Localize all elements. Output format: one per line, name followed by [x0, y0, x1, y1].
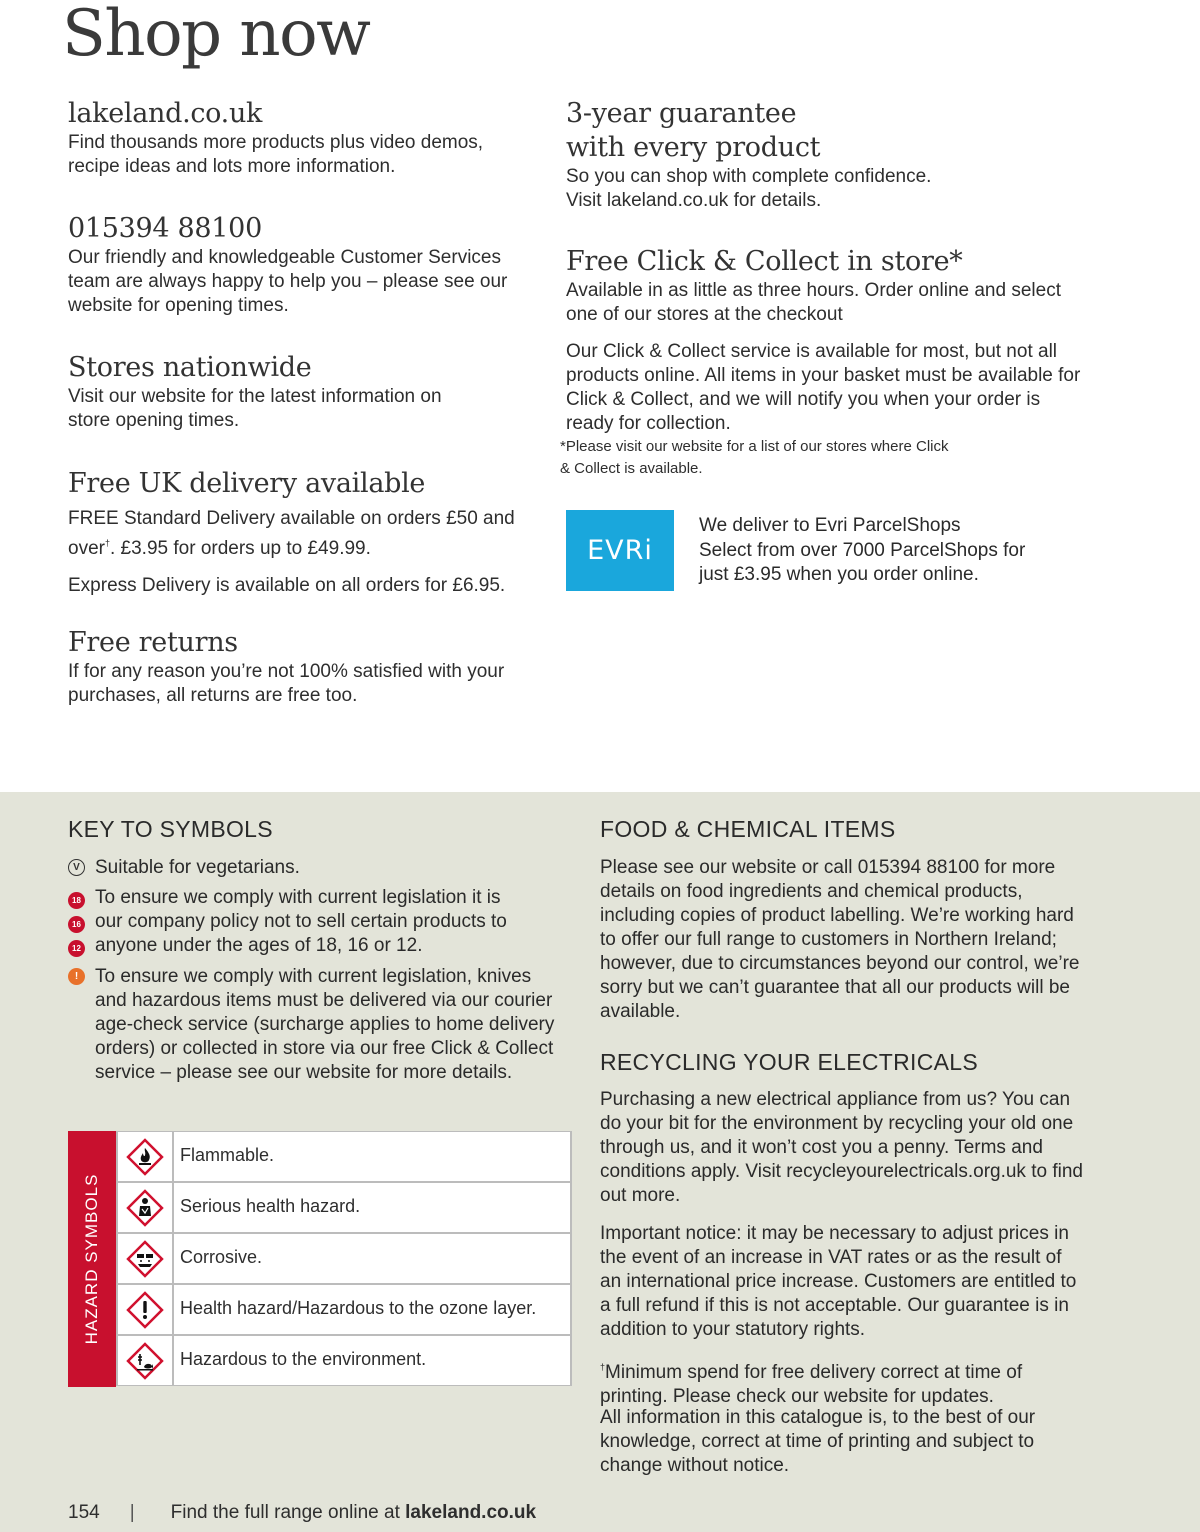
dagger-mark: †: [104, 538, 110, 548]
dagger-mark: †: [600, 1362, 606, 1372]
stores-text: Visit our website for the latest information on store opening times.: [68, 386, 442, 431]
website-section: [68, 97, 538, 179]
website-heading: lakeland.co.uk: [68, 98, 263, 129]
footer-link[interactable]: lakeland.co.uk: [405, 1502, 537, 1523]
phone-text: Our friendly and knowledgeable Customer Services team are always happy to help you – please see our website for opening times.: [68, 247, 508, 316]
returns-text: If for any reason you’re not 100% satisfied with your purchases, all returns are free too.: [68, 661, 505, 706]
hazard-label: Health hazard/Hazardous to the ozone layer.: [180, 1298, 537, 1318]
hazard-table: [68, 1131, 572, 1387]
flame-icon: [118, 1132, 174, 1181]
evri-logo: EVRi: [566, 510, 674, 591]
age-text: [95, 886, 555, 958]
vegetarian-icon: V: [68, 859, 85, 876]
delivery-text-b: . £3.95 for orders up to £49.99.: [109, 538, 371, 559]
guarantee-section: [566, 97, 966, 213]
key-symbols-heading: KEY TO SYMBOLS: [68, 816, 273, 842]
hazard-row: [116, 1335, 572, 1386]
website-text: Find thousands more products plus video demos, recipe ideas and lots more information.: [68, 132, 484, 177]
footer-text: Find the full range online at: [170, 1502, 406, 1523]
hazard-band: [68, 1131, 116, 1387]
hazard-row: [116, 1131, 572, 1182]
click-collect-detail: Our Click & Collect service is available for most, but not all products online. All items in your basket must be available for Click & Collect, and we will notify you when your order is ready for collection.: [566, 341, 1081, 434]
knife-row: [68, 965, 555, 1085]
age-line: To ensure we comply with current legislation it is: [95, 887, 501, 908]
stores-heading: Stores nationwide: [68, 352, 312, 383]
environment-icon: [118, 1336, 174, 1385]
page-number: 154: [68, 1502, 100, 1523]
age-line: anyone under the ages of 18, 16 or 12.: [95, 935, 423, 956]
vegetarian-text: Suitable for vegetarians.: [95, 857, 300, 878]
returns-section: [68, 626, 508, 708]
minimum-spend-text: Minimum spend for free delivery correct at time of printing. Please check our website for updates.: [600, 1362, 1023, 1407]
hazard-row: [116, 1233, 572, 1284]
delivery-text: [68, 507, 528, 561]
guarantee-heading: 3-year guarantee with every product: [566, 98, 821, 163]
delivery-section: [68, 467, 528, 598]
corrosive-icon: [118, 1234, 174, 1283]
click-collect-heading: Free Click & Collect in store*: [566, 246, 963, 277]
evri-line1: We deliver to Evri ParcelShops: [699, 515, 961, 536]
age-12-icon: 12: [68, 940, 85, 957]
hazard-band-label: HAZARD SYMBOLS: [82, 1173, 101, 1345]
stores-section: [68, 351, 458, 433]
knife-warning-icon: !: [68, 968, 85, 985]
catalogue-info: All information in this catalogue is, to the best of our knowledge, correct at time of printing and subject to change without notice.: [600, 1407, 1036, 1476]
health-hazard-icon: [118, 1183, 174, 1232]
evri-text: [699, 513, 1039, 587]
delivery-text-a: FREE Standard Delivery available on orders £50 and over: [68, 508, 515, 559]
hazard-row: [116, 1182, 572, 1233]
recycling-heading: RECYCLING YOUR ELECTRICALS: [600, 1049, 979, 1075]
hazard-label: Flammable.: [180, 1145, 275, 1165]
food-text: Please see our website or call 015394 88100 for more details on food ingredients and chemical products, including copies of product labelling. We’re working hard to offer our full range to customers in Northern Ireland; however, due to circumstances beyond our control, we’re sorry but we can’t guarantee that all our products will be available.: [600, 857, 1080, 1022]
click-collect-note: *Please visit our website for a list of our stores where Click & Collect is available.: [560, 438, 949, 477]
footer-separator: |: [129, 1502, 135, 1523]
knife-text: To ensure we comply with current legislation, knives and hazardous items must be delivered via our courier age-check service (surcharge applies to home delivery orders) or collected in store via our free Click & Collect service – please see our website for more details.: [95, 966, 555, 1083]
page-title: Shop now: [62, 0, 370, 71]
age-16-icon: 16: [68, 916, 85, 933]
phone-heading: 015394 88100: [68, 213, 262, 244]
important-notice: Important notice: it may be necessary to adjust prices in the event of an increase in VAT rates or as the result of an international price increase. Customers are entitled to a full refund if this is not acceptable. Our guarantee is in addition to your statutory rights.: [600, 1223, 1077, 1340]
hazard-label: Corrosive.: [180, 1247, 263, 1267]
click-collect-text: Available in as little as three hours. Order online and select one of our stores at the checkout: [566, 280, 1061, 325]
vegetarian-row: [68, 856, 300, 880]
returns-heading: Free returns: [68, 627, 238, 658]
evri-line2: Select from over 7000 ParcelShops for just £3.95 when you order online.: [699, 540, 1026, 585]
click-collect-section: [560, 245, 1086, 480]
hazard-label: Serious health hazard.: [180, 1196, 361, 1216]
exclamation-icon: [118, 1285, 174, 1334]
age-line: our company policy not to sell certain products to: [95, 911, 507, 932]
age-18-icon: 18: [68, 892, 85, 909]
minimum-spend-note: [600, 1355, 1060, 1409]
express-text: Express Delivery is available on all orders for £6.95.: [68, 575, 506, 596]
recycling-text: Purchasing a new electrical appliance from us? You can do your bit for the environment by recycling your old one through us, and it won’t cost you a penny. Terms and conditions apply. Visit recycleyourelectricals.org.uk to find out more.: [600, 1089, 1083, 1206]
guarantee-text: So you can shop with complete confidence. Visit lakeland.co.uk for details.: [566, 166, 932, 211]
hazard-label: Hazardous to the environment.: [180, 1349, 427, 1369]
hazard-row: [116, 1284, 572, 1335]
phone-section: [68, 212, 538, 318]
food-heading: FOOD & CHEMICAL ITEMS: [600, 816, 896, 842]
footer: [68, 1502, 536, 1524]
delivery-heading: Free UK delivery available: [68, 468, 426, 499]
